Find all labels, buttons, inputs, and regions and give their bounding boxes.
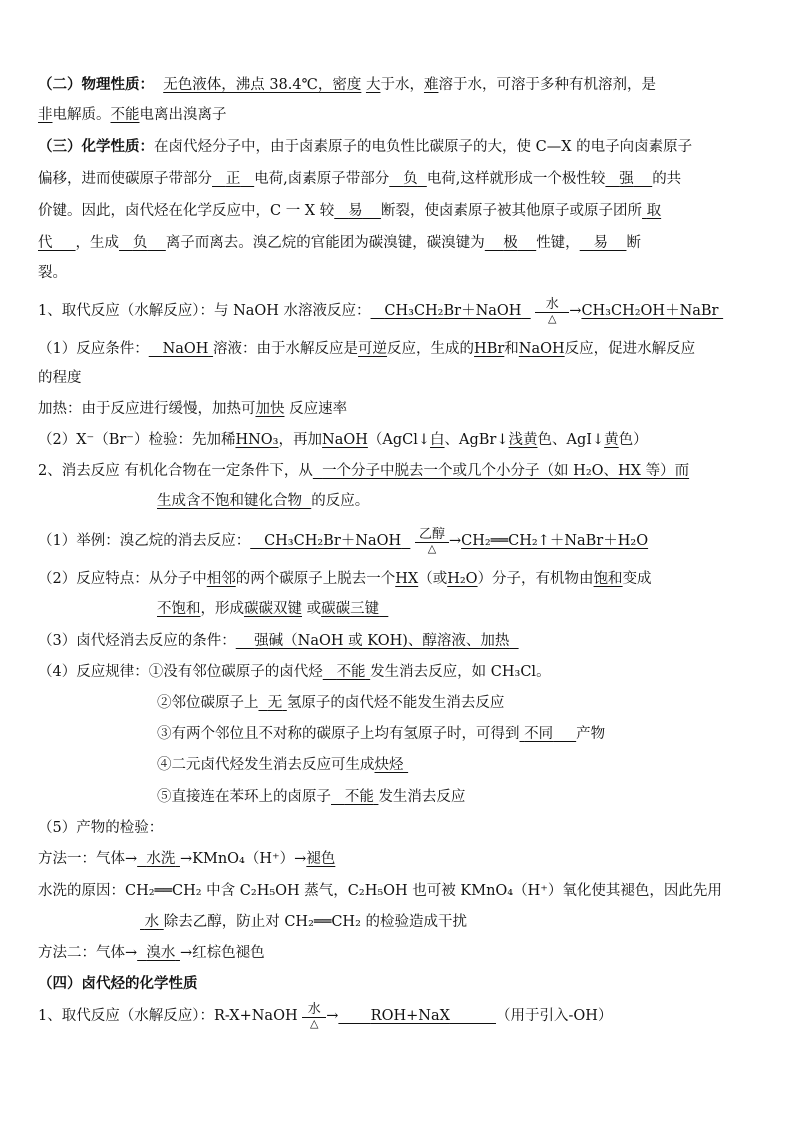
answer-blank: 水 [144,914,160,930]
elimination-rule-3: ③有两个邻位且不对称的碳原子上均有氢原子时，可得到 不同 产物 [157,726,606,742]
answer-blank: 负 [132,235,148,251]
answer-blank: 相邻 [206,571,236,587]
answer-blank: 碳碳双键 [244,601,302,617]
equation-right: CH₃CH₂OH＋NaBr [581,303,719,319]
answer-blank: 浅黄 [508,432,538,448]
section-4-substitution-line: 1、取代反应（水解反应）：R-X+NaOH 水 △ → ROH+NaX （用于引入-OH） [38,1001,613,1030]
elimination-rule-1: （4）反应规律：①没有邻位碳原子的卤代烃 不能 发生消去反应，如 CH₃Cl。 [38,664,551,680]
halide-test-line: （2）X⁻（Br⁻）检验：先加稀HNO₃，再加NaOH（AgCl↓白、AgBr↓浅黄色、AgI↓黄色） [38,432,648,448]
reaction-condition-arrow: 乙醇 △ [415,528,449,555]
washing-reason-line-2: 水 除去乙醇，防止对 CH₂══CH₂ 的检验造成干扰 [140,911,467,933]
answer-blank: 无 [267,695,283,711]
equation-left: CH₃CH₂Br＋NaOH [264,533,402,549]
reaction-condition-line-2: 的程度 [38,370,82,386]
substitution-reaction-line: 1、取代反应（水解反应）：与 NaOH 水溶液反应： CH₃CH₂Br＋NaOH 水 △ →CH₃CH₂OH＋NaBr [38,296,719,325]
answer-blank: HBr [474,341,505,357]
answer-blank: 取 [646,203,662,219]
answer-blank: NaOH [162,341,209,357]
answer-blank: 炔烃 [374,757,404,773]
answer-blank: 难 [423,77,439,93]
answer-blank: 非 [38,107,53,123]
answer-blank: 不能 [110,107,140,123]
answer-blank: 强碱（NaOH 或 KOH)、醇溶液、加热 [254,633,510,649]
answer-blank: NaOH [518,341,565,357]
elimination-rule-4: ④二元卤代烃发生消去反应可生成炔烃 [157,754,408,776]
section-heading: （三）化学性质： [38,138,154,155]
physical-properties-line-1: （二）物理性质： 无色液体，沸点 38.4℃，密度 大于水，难溶于水，可溶于多种有机溶剂，是 [38,76,656,93]
answer-blank: 溴水 [146,945,176,961]
answer-blank: 碳碳三键 [321,601,380,617]
elimination-feature-line-1: （2）反应特点：从分子中相邻的两个碳原子上脱去一个HX（或H₂O）分子，有机物由饱和变成 [38,571,652,587]
equation-right: CH₂══CH₂↑＋NaBr＋H₂O [461,533,649,549]
answer-blank: 加快 [255,401,285,417]
answer-blank: NaOH [322,432,368,448]
answer-blank: 一个分子中脱去一个或几个小分子（如 H₂O、HX 等）而 [322,463,690,479]
answer-blank: 不饱和 [157,601,201,617]
answer-blank: HX [395,571,419,587]
answer-blank: 无色液体，沸点 38.4℃，密度 [163,77,362,93]
answer-blank: 极 [503,235,518,251]
section-heading: （二）物理性质： [38,76,154,93]
heating-line: 加热：由于反应进行缓慢，加热可加快 反应速率 [38,401,348,417]
answer-blank: 代 [38,235,53,251]
elimination-rule-2: ②邻位碳原子上 无 氢原子的卤代烃不能发生消去反应 [157,695,505,711]
answer-blank: 不能 [344,789,374,805]
reaction-condition-arrow: 水 △ [535,298,569,325]
answer-blank: 黄 [604,432,619,448]
answer-blank: 负 [403,171,418,187]
test-method-1: 方法一：气体→ 水洗 →KMnO₄（H⁺）→褪色 [38,851,336,867]
section-4-heading: （四）卤代烃的化学性质 [38,975,198,992]
answer-blank: HNO₃ [235,432,279,448]
reaction-condition-arrow: 水 △ [302,1003,326,1030]
chemical-properties-line-1: （三）化学性质：在卤代烃分子中，由于卤素原子的电负性比碳原子的大，使 C—X 的电子向卤素原子 [38,138,693,155]
washing-reason-line-1: 水洗的原因：CH₂══CH₂ 中含 C₂H₅OH 蒸气，C₂H₅OH 也可被 KMnO₄（H⁺）氧化使其褪色，因此先用 [38,883,722,899]
chemical-properties-line-4: 代 ，生成 负 离子而离去。溴乙烷的官能团为碳溴键，碳溴键为 极 性键， 易 断 [38,235,641,251]
chemical-properties-line-2: 偏移，进而使碳原子带部分 正 电荷,卤素原子带部分 负 电荷,这样就形成一个极性较 强 的共 [38,171,682,187]
product-test-heading: （5）产物的检验： [38,820,164,836]
answer-blank: 生成含不饱和键化合物 [157,493,302,509]
equation-right: ROH+NaX [370,1008,450,1024]
answer-blank: 不同 [524,726,554,742]
elimination-definition-line-1: 2、消去反应 有机化合物在一定条件下，从 一个分子中脱去一个或几个小分子（如 H₂O、HX 等）而 [38,463,690,479]
answer-blank: 易 [348,203,363,219]
answer-blank: 白 [430,432,445,448]
answer-blank: 可逆 [358,341,388,357]
answer-blank: 褪色 [306,851,336,867]
elimination-rule-5: ⑤直接连在苯环上的卤原子 不能 发生消去反应 [157,789,466,805]
elimination-feature-line-2: 不饱和，形成碳碳双键 或碳碳三键 [157,598,388,620]
answer-blank: H₂O [447,571,478,587]
equation-left: CH₃CH₂Br＋NaOH [384,303,522,319]
elimination-example-line: （1）举例：溴乙烷的消去反应： CH₃CH₂Br＋NaOH 乙醇 △ →CH₂══CH₂↑＋NaBr＋H₂O [38,526,649,555]
reaction-condition-line-1: （1）反应条件： NaOH 溶液：由于水解反应是可逆反应，生成的HBr和NaOH反应，促进水解反应 [38,341,696,357]
elimination-condition-line: （3）卤代烃消去反应的条件： 强碱（NaOH 或 KOH)、醇溶液、加热 [38,630,519,652]
chemical-properties-line-5: 裂。 [38,265,67,281]
answer-blank: 水洗 [146,851,176,867]
elimination-definition-line-2: 生成含不饱和键化合物 的反应。 [157,493,370,509]
chemical-properties-line-3: 价键。因此，卤代烃在化学反应中，C 一 X 较 易 断裂，使卤素原子被其他原子或原子团所 取 [38,203,662,219]
physical-properties-line-2: 非电解质。不能电离出溴离子 [38,107,227,123]
answer-blank: 饱和 [593,571,623,587]
answer-blank: 正 [225,171,241,187]
answer-blank: 不能 [336,664,366,680]
answer-blank: 强 [619,171,634,187]
answer-blank: 大 [365,77,381,93]
test-method-2: 方法二：气体→ 溴水 →红棕色褪色 [38,945,265,961]
answer-blank: 易 [593,235,609,251]
